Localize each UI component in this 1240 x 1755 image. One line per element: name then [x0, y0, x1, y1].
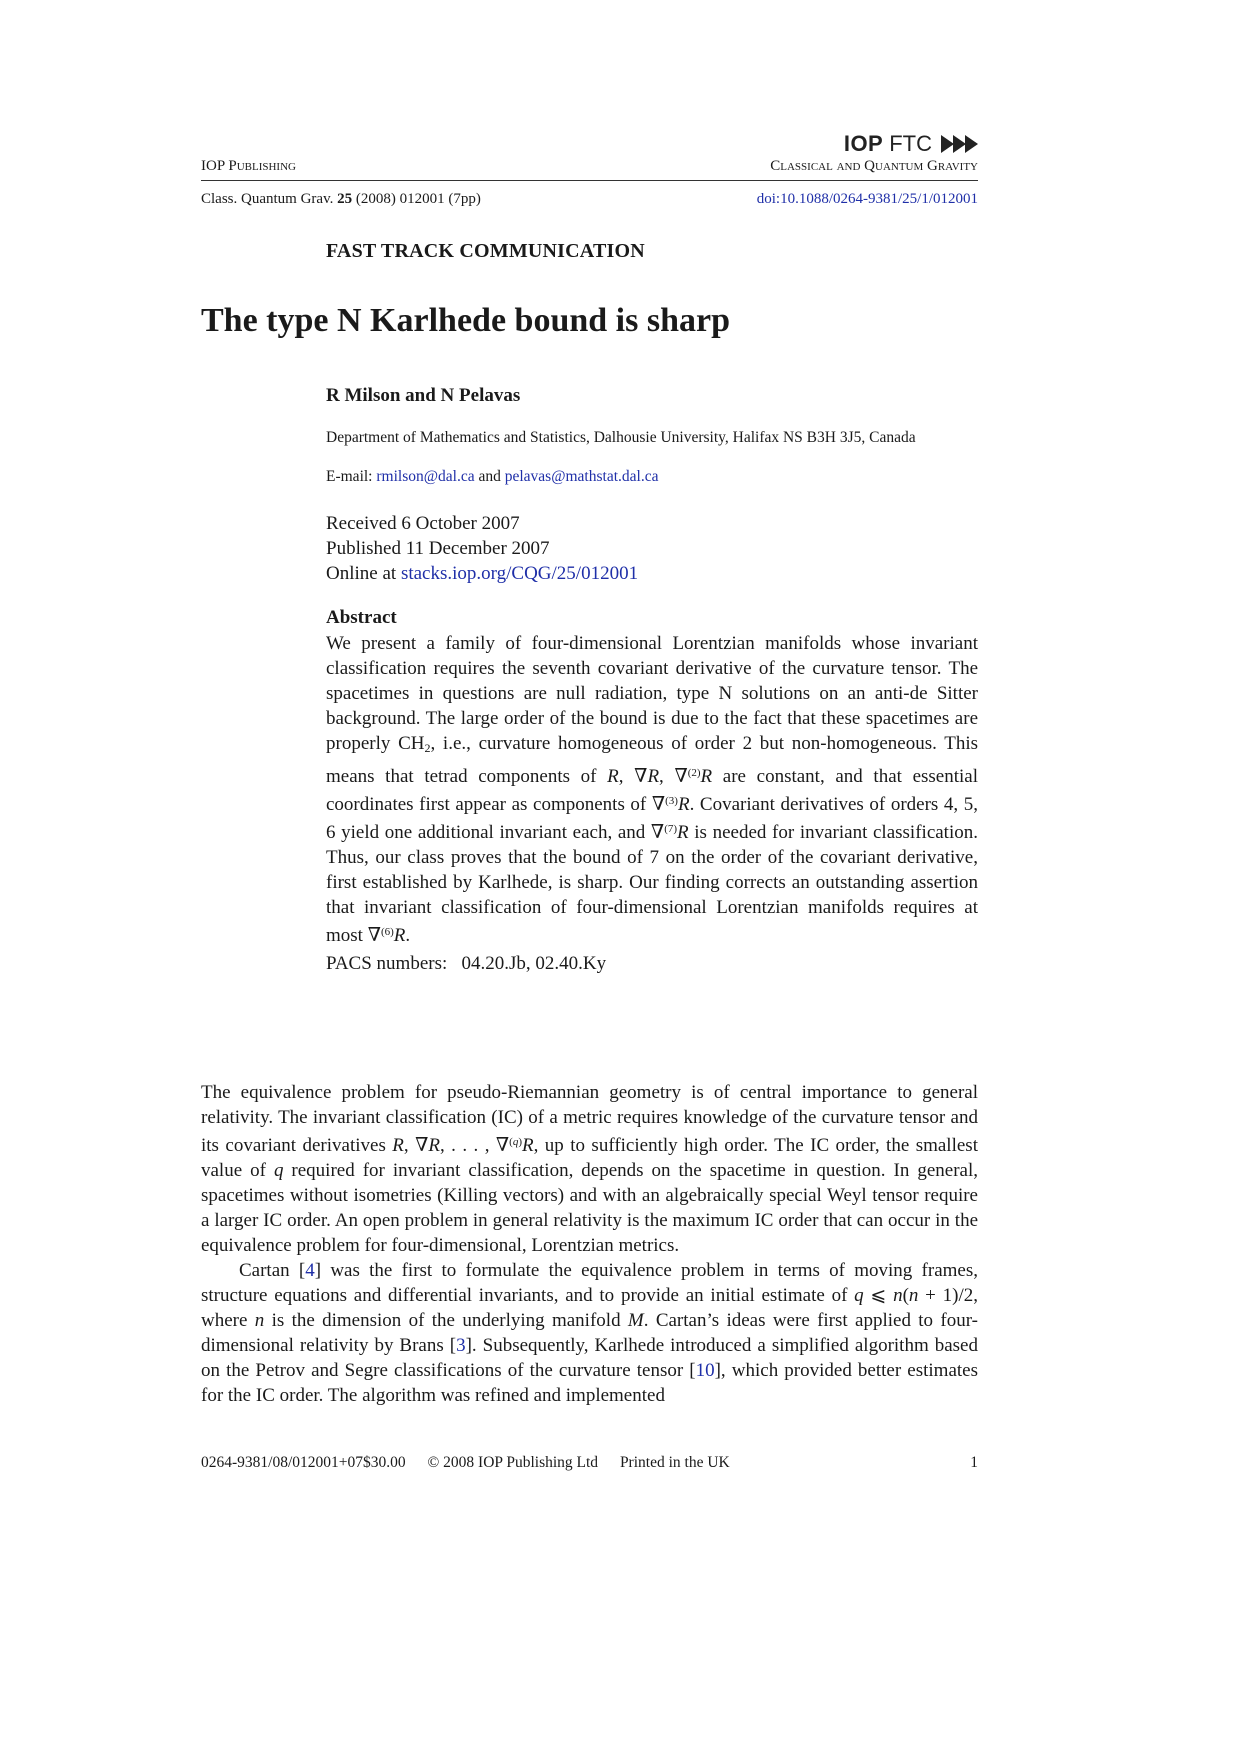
- online-url-link[interactable]: stacks.iop.org/CQG/25/012001: [400, 563, 639, 584]
- publication-dates: [326, 511, 638, 586]
- abstract-text: We present a family of four-dimensional Lorentzian manifolds whose invariant classification requires the seventh covariant derivative of the curvature tensor. The spacetimes in questions are null radiation, type N solutions on an anti-de Sitter background. The large order of the bound is due to the fact that these spacetimes are properly $CH_2$, i.e., curvature homogeneous of order 2 but non-homogeneous. This means that tetrad components of R, ∇R, ∇$^{(2)}$R are constant, and that essential coordinates first appear as components of ∇$^{(3)}$R. Covariant derivatives of orders 4, 5, 6 yield one additional invariant each, and ∇$^{(7)}$R is needed for invariant classification. Thus, our class proves that the bound of 7 on the order of the covariant derivative, first established by Karlhede, is sharp. Our finding corrects an outstanding assertion that invariant classification of four-dimensional Lorentzian manifolds requires at most ∇$^{(6)}$R.: [326, 633, 978, 946]
- paragraph-2: Cartan [4] was the first to formulate the equivalence problem in terms of moving frames, structure equations and differential invariants, and to provide an initial estimate of q ⩽ n(n + 1)/2, where n is the dimension of the underlying manifold M. Cartan’s ideas were first applied to four-dimensional relativity by Brans [3]. Subsequently, Karlhede introduced a simplified algorithm based on the Petrov and Segre classifications of the curvature tensor [10], which provided better estimates for the IC order. The algorithm was refined and implemented: [201, 1260, 979, 1406]
- abstract-heading: Abstract: [326, 607, 397, 628]
- body-text: [201, 1080, 978, 1408]
- page-footer: [201, 1454, 978, 1472]
- issn-code: 0264-9381/08/012001+07$30.00: [201, 1454, 406, 1471]
- citation-link-10[interactable]: 10: [695, 1360, 715, 1381]
- fast-forward-icon: [942, 135, 978, 153]
- citation-link-3[interactable]: 3: [456, 1335, 466, 1356]
- pacs-numbers: PACS numbers: 04.20.Jb, 02.40.Ky: [326, 953, 607, 974]
- received-date: Received 6 October 2007: [326, 513, 520, 534]
- published-date: Published 11 December 2007: [326, 538, 550, 559]
- citation-link-4[interactable]: 4: [305, 1260, 315, 1281]
- citation-line: Class. Quantum Grav. 25 (2008) 012001 (7pp): [201, 191, 481, 207]
- affiliation: Department of Mathematics and Statistics, Dalhousie University, Halifax NS B3H 3J5, Canada: [326, 429, 916, 446]
- article-title: The type N Karlhede bound is sharp: [201, 302, 730, 339]
- online-line: Online at stacks.iop.org/CQG/25/012001: [326, 563, 639, 584]
- paragraph-1: The equivalence problem for pseudo-Riemannian geometry is of central importance to general relativity. The invariant classification (IC) of a metric requires knowledge of the curvature tensor and its covariant derivatives R, ∇R, . . . , ∇$^{(q)}$R, up to sufficiently high order. The IC order, the smallest value of q required for invariant classification, depends on the spacetime in question. In general, spacetimes without isometries (Killing vectors) and with an algebraically special Weyl tensor require a larger IC order. An open problem in general relativity is the maximum IC order that can occur in the equivalence problem for four-dimensional, Lorentzian metrics.: [201, 1082, 978, 1256]
- iop-ftc-logo: [844, 131, 978, 157]
- page-number: 1: [970, 1454, 978, 1471]
- email-link-milson[interactable]: rmilson@dal.ca: [376, 468, 475, 485]
- journal-name: Classical and Quantum Gravity: [770, 158, 978, 174]
- printed-in: Printed in the UK: [619, 1454, 730, 1471]
- logo-iop-text: IOP: [843, 131, 884, 156]
- email-link-pelavas[interactable]: pelavas@mathstat.dal.ca: [504, 468, 659, 485]
- authors: R Milson and N Pelavas: [326, 385, 521, 406]
- section-label: FAST TRACK COMMUNICATION: [326, 240, 645, 262]
- logo-ftc-text: FTC: [889, 131, 932, 156]
- copyright: © 2008 IOP Publishing Ltd: [427, 1454, 599, 1471]
- doi-link[interactable]: doi:10.1088/0264-9381/25/1/012001: [756, 191, 978, 207]
- email-line: E-mail: rmilson@dal.ca and pelavas@mathstat.dal.ca: [326, 468, 659, 485]
- publisher-name: IOP Publishing: [201, 158, 296, 174]
- header-rule: [201, 180, 978, 181]
